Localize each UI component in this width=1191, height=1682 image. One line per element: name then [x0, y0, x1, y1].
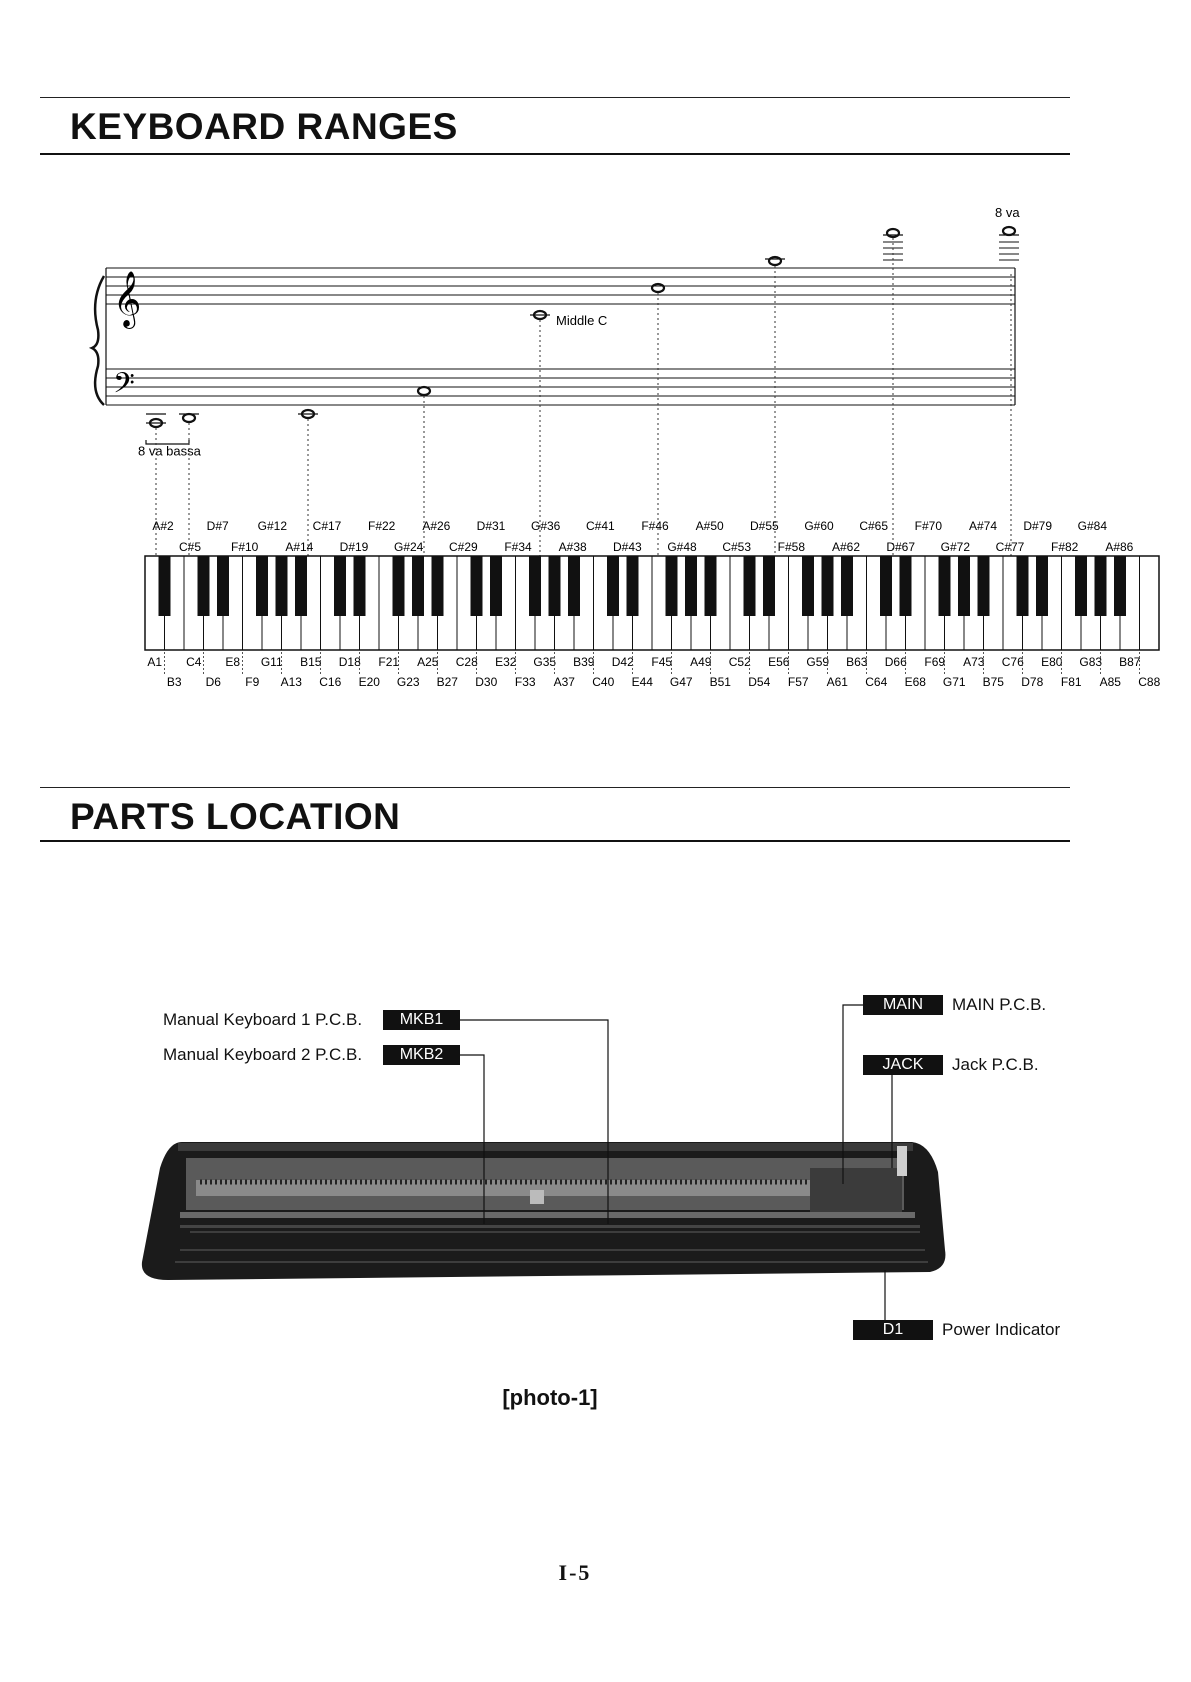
black-key-label: C#5	[178, 540, 202, 554]
black-key-label: C#53	[722, 540, 752, 554]
black-key-label: F#46	[641, 519, 669, 533]
black-key-label: A#2	[152, 519, 174, 533]
white-key-label: D54	[748, 675, 771, 689]
white-key-label: C28	[455, 655, 478, 669]
mkb1-description: Manual Keyboard 1 P.C.B.	[163, 1010, 363, 1029]
white-key-label: E32	[495, 655, 517, 669]
white-key-label: C64	[865, 675, 888, 689]
white-key-label: A25	[417, 655, 439, 669]
black-key-label: G#24	[393, 540, 424, 554]
black-key-label: A#26	[422, 519, 451, 533]
treble-clef-icon: 𝄞	[113, 271, 142, 327]
white-key-label: B3	[166, 675, 182, 689]
white-key-label: B27	[436, 675, 458, 689]
black-key-label: G#60	[804, 519, 834, 533]
white-key-label: C4	[186, 655, 202, 669]
section-title: KEYBOARD RANGES	[70, 106, 458, 147]
white-key-label: B63	[846, 655, 868, 669]
black-key-label: A#14	[285, 540, 314, 554]
jack-tag: JACK	[863, 1055, 943, 1075]
keyboard-chassis-photo	[142, 1142, 946, 1280]
white-key-label: D18	[338, 655, 361, 669]
black-key-label: F#22	[367, 519, 396, 533]
white-key-label: C88	[1138, 675, 1161, 689]
white-key-label: F9	[245, 675, 260, 689]
page-number: I-5	[558, 1560, 592, 1585]
white-key-label: G11	[260, 655, 283, 669]
white-key-label: A1	[147, 655, 163, 669]
white-key-label: C16	[319, 675, 342, 689]
bass-clef-icon: 𝄢	[113, 367, 135, 407]
white-key-label: D6	[205, 675, 221, 689]
black-key-label: A#38	[558, 540, 587, 554]
white-key-label: B75	[982, 675, 1004, 689]
white-key-label: E80	[1041, 655, 1063, 669]
white-key-label: G59	[806, 655, 830, 669]
white-key-label: B87	[1119, 655, 1141, 669]
black-key-label: A#62	[831, 540, 861, 554]
black-key-label: D#31	[476, 519, 506, 533]
black-key-label: F#70	[914, 519, 943, 533]
white-key-label: G23	[396, 675, 420, 689]
black-key-label: A#86	[1105, 540, 1134, 554]
black-key-label: G#84	[1077, 519, 1108, 533]
white-key-label: A73	[963, 655, 985, 669]
white-key-label: F45	[651, 655, 673, 669]
black-key-label: D#79	[1023, 519, 1053, 533]
photo-caption: [photo-1]	[502, 1385, 598, 1410]
middle-c-label: Middle C	[556, 313, 608, 328]
black-key-label: C#41	[585, 519, 615, 533]
d1-description: Power Indicator	[942, 1320, 1061, 1339]
black-key-label: D#55	[749, 519, 779, 533]
white-key-label: A49	[690, 655, 712, 669]
black-key-label: A#50	[695, 519, 724, 533]
black-key-label: F#34	[504, 540, 532, 554]
white-key-label: F21	[378, 655, 400, 669]
black-key-label: C#17	[312, 519, 342, 533]
white-key-label: A13	[280, 675, 302, 689]
black-key-label: F#58	[777, 540, 806, 554]
black-key-label: G#48	[667, 540, 697, 554]
jack-description: Jack P.C.B.	[952, 1055, 1039, 1074]
black-key-label: G#72	[940, 540, 971, 554]
black-key-label: A#74	[968, 519, 998, 533]
mkb1-tag: MKB1	[383, 1010, 460, 1030]
main-tag: MAIN	[863, 995, 943, 1015]
white-key-label: B39	[573, 655, 595, 669]
white-key-label: A37	[553, 675, 575, 689]
black-key-label: F#82	[1050, 540, 1079, 554]
white-key-label: D42	[611, 655, 634, 669]
black-key-label: G#36	[530, 519, 561, 533]
white-key-label: D66	[884, 655, 907, 669]
white-key-label: G47	[669, 675, 693, 689]
white-key-label: B51	[709, 675, 731, 689]
white-key-label: G71	[942, 675, 966, 689]
white-key-label: C76	[1001, 655, 1024, 669]
white-key-label: A61	[826, 675, 848, 689]
white-key-label: F69	[924, 655, 946, 669]
section-title: PARTS LOCATION	[70, 796, 401, 837]
white-key-label: E68	[904, 675, 926, 689]
black-key-label: D#67	[886, 540, 916, 554]
white-key-label: D30	[475, 675, 498, 689]
d1-tag: D1	[853, 1320, 933, 1340]
white-key-label: G83	[1079, 655, 1103, 669]
mkb2-tag: MKB2	[383, 1045, 460, 1065]
black-key-label: D#7	[206, 519, 229, 533]
white-key-label: B15	[300, 655, 322, 669]
black-key-label: F#10	[230, 540, 259, 554]
white-key-label: F57	[787, 675, 809, 689]
white-key-label: A85	[1099, 675, 1121, 689]
white-key-label: E44	[631, 675, 653, 689]
white-key-label: E56	[768, 655, 790, 669]
black-key-label: D#19	[339, 540, 369, 554]
eight-va-bassa-label: 8 va bassa	[138, 443, 201, 459]
white-key-label: F33	[514, 675, 536, 689]
white-key-label: C52	[728, 655, 751, 669]
white-key-label: G35	[533, 655, 557, 669]
black-key-label: C#77	[995, 540, 1025, 554]
white-key-label: E20	[358, 675, 380, 689]
eight-va-label: 8 va	[995, 205, 1020, 220]
main-description: MAIN P.C.B.	[952, 995, 1047, 1014]
black-key-label: C#29	[448, 540, 478, 554]
white-key-label: D78	[1021, 675, 1044, 689]
white-key-label: C40	[592, 675, 615, 689]
black-key-label: D#43	[612, 540, 642, 554]
black-key-label: C#65	[859, 519, 889, 533]
mkb2-description: Manual Keyboard 2 P.C.B.	[163, 1045, 363, 1064]
white-key-label: F81	[1060, 675, 1082, 689]
white-key-label: E8	[225, 655, 241, 669]
black-key-label: G#12	[257, 519, 288, 533]
